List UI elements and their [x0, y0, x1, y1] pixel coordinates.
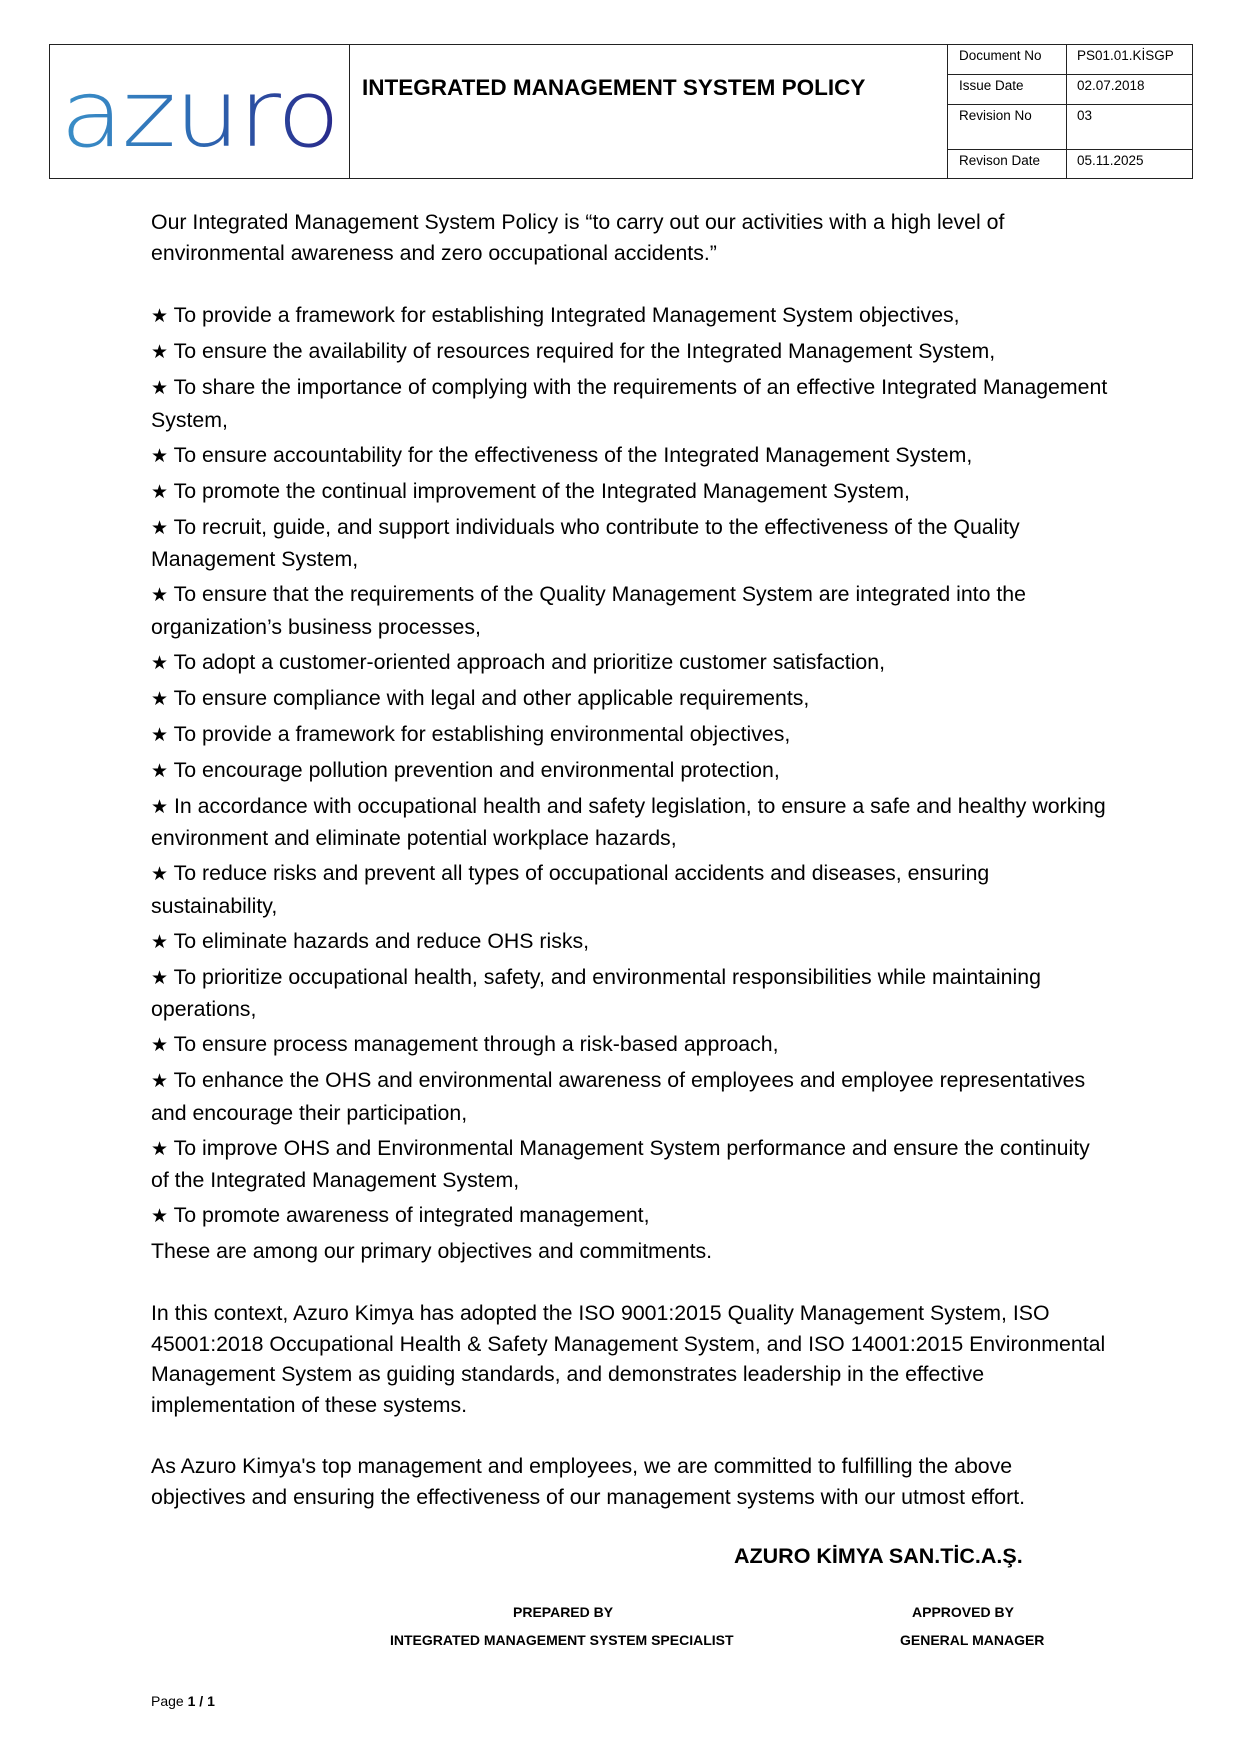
objective-item: [151, 336, 1111, 369]
objective-text: To ensure compliance with legal and other applicable requirements,: [173, 685, 810, 710]
star-icon: ★: [151, 864, 169, 885]
objective-text: To eliminate hazards and reduce OHS risks,: [173, 928, 590, 953]
objective-item: [151, 1200, 1111, 1233]
objective-item: [151, 791, 1111, 855]
prepared-by-role: INTEGRATED MANAGEMENT SYSTEM SPECIALIST: [390, 1632, 734, 1648]
objective-item: [151, 512, 1111, 576]
objective-text: To share the importance of complying with the requirements of an effective Integrated Management System,: [151, 375, 1108, 432]
objective-item: [151, 579, 1111, 643]
star-icon: ★: [151, 688, 169, 710]
document-meta-table: [948, 45, 1192, 178]
meta-value: PS01.01.KİSGP: [1077, 48, 1174, 63]
objective-text: To ensure that the requirements of the Quality Management System are integrated into the organization’s business processes,: [151, 582, 1026, 639]
star-icon: ★: [151, 481, 169, 503]
policy-body: [151, 207, 1111, 1512]
star-icon: ★: [151, 306, 169, 327]
star-icon: ★: [151, 652, 169, 674]
objective-text: To recruit, guide, and support individuals who contribute to the effectiveness of the Quality Management System,: [151, 514, 1020, 571]
objective-item: [151, 858, 1111, 922]
objective-text: To promote awareness of integrated management,: [173, 1203, 650, 1227]
objective-item: [151, 372, 1111, 436]
star-icon: ★: [151, 1138, 169, 1160]
star-icon: ★: [151, 967, 169, 989]
page-separator: /: [199, 1693, 204, 1709]
meta-label: Document No: [948, 45, 1067, 74]
star-icon: ★: [151, 931, 169, 953]
meta-row-document-no: [948, 45, 1192, 75]
objective-text: To provide a framework for establishing Integrated Management System objectives,: [173, 303, 960, 327]
objective-text: In accordance with occupational health and safety legislation, to ensure a safe and healthy working environment and eliminate potential workplace hazards,: [151, 793, 1106, 850]
document-title: INTEGRATED MANAGEMENT SYSTEM POLICY: [362, 75, 866, 100]
page-prefix: Page: [151, 1693, 184, 1709]
objective-text: To enhance the OHS and environmental awareness of employees and employee representatives and encourage their participation,: [151, 1068, 1086, 1125]
logo-cell: [50, 45, 350, 178]
objective-item: [151, 926, 1111, 959]
objective-item: [151, 755, 1111, 788]
star-icon: ★: [151, 342, 169, 363]
closing-line: These are among our primary objectives and commitments.: [151, 1239, 713, 1263]
star-icon: ★: [151, 517, 169, 539]
objective-item: [151, 1029, 1111, 1062]
star-icon: ★: [151, 1206, 169, 1227]
prepared-by-label: PREPARED BY: [513, 1604, 614, 1620]
objectives-list: [151, 300, 1111, 1233]
document-header: [49, 44, 1193, 179]
objective-text: To ensure accountability for the effectiveness of the Integrated Management System,: [173, 442, 973, 467]
objective-item: [151, 300, 1111, 333]
objective-text: To improve OHS and Environmental Management System performance and ensure the continuity of the Integrated Management System,: [151, 1135, 1090, 1192]
approved-by-role: GENERAL MANAGER: [900, 1632, 1045, 1648]
meta-value: 05.11.2025: [1077, 153, 1144, 168]
standards-paragraph: In this context, Azuro Kimya has adopted the ISO 9001:2015 Quality Management System, ISO 45001:2018 Occupational Health & Safety Management System, and ISO 14001:2015 Environmental Management System as guiding standards, and demonstrates leadership in the effective implementation of these systems.: [151, 1301, 1106, 1417]
objective-text: To adopt a customer-oriented approach and prioritize customer satisfaction,: [173, 649, 886, 674]
objective-text: To encourage pollution prevention and environmental protection,: [173, 757, 780, 782]
page-total: 1: [207, 1693, 215, 1709]
star-icon: ★: [151, 378, 169, 399]
objective-item: [151, 1133, 1111, 1197]
commitment-paragraph: As Azuro Kimya's top management and employees, we are committed to fulfilling the above objectives and ensuring the effectiveness of our management systems with our utmost effort.: [151, 1454, 1026, 1509]
star-icon: ★: [151, 796, 169, 818]
objective-item: [151, 647, 1111, 680]
policy-intro: Our Integrated Management System Policy is “to carry out our activities with a high level of environmental awareness and zero occupational accidents.”: [151, 210, 1005, 265]
azuro-logo: azuro: [60, 58, 339, 169]
title-cell: [350, 45, 948, 178]
star-icon: ★: [151, 724, 169, 746]
objective-text: To ensure process management through a risk-based approach,: [173, 1032, 779, 1056]
star-icon: ★: [151, 445, 169, 467]
page-number: [151, 1693, 215, 1709]
star-icon: ★: [151, 1035, 169, 1056]
objective-item: [151, 1065, 1111, 1129]
meta-label: Revision No: [948, 105, 1067, 149]
objective-text: To promote the continual improvement of the Integrated Management System,: [173, 478, 910, 503]
star-icon: ★: [151, 585, 169, 606]
meta-row-revision-date: [948, 150, 1192, 178]
meta-value: 03: [1077, 108, 1093, 123]
page-current: 1: [187, 1693, 196, 1709]
meta-row-revision-no: [948, 105, 1192, 150]
company-name: AZURO KİMYA SAN.TİC.A.Ş.: [734, 1544, 1023, 1568]
meta-row-issue-date: [948, 75, 1192, 105]
meta-label: Issue Date: [948, 75, 1067, 104]
meta-value: 02.07.2018: [1077, 78, 1145, 93]
objective-item: [151, 476, 1111, 509]
objective-item: [151, 719, 1111, 752]
objective-text: To prioritize occupational health, safety, and environmental responsibilities while maintaining operations,: [151, 964, 1041, 1021]
objective-text: To reduce risks and prevent all types of occupational accidents and diseases, ensuring sustainability,: [151, 861, 990, 918]
objective-item: [151, 962, 1111, 1026]
objective-item: [151, 440, 1111, 473]
objective-text: To ensure the availability of resources required for the Integrated Management System,: [173, 339, 996, 363]
objective-text: To provide a framework for establishing environmental objectives,: [173, 721, 791, 746]
star-icon: ★: [151, 760, 169, 782]
meta-label: Revison Date: [948, 150, 1067, 178]
star-icon: ★: [151, 1071, 169, 1092]
approved-by-label: APPROVED BY: [912, 1604, 1014, 1620]
objective-item: [151, 683, 1111, 716]
